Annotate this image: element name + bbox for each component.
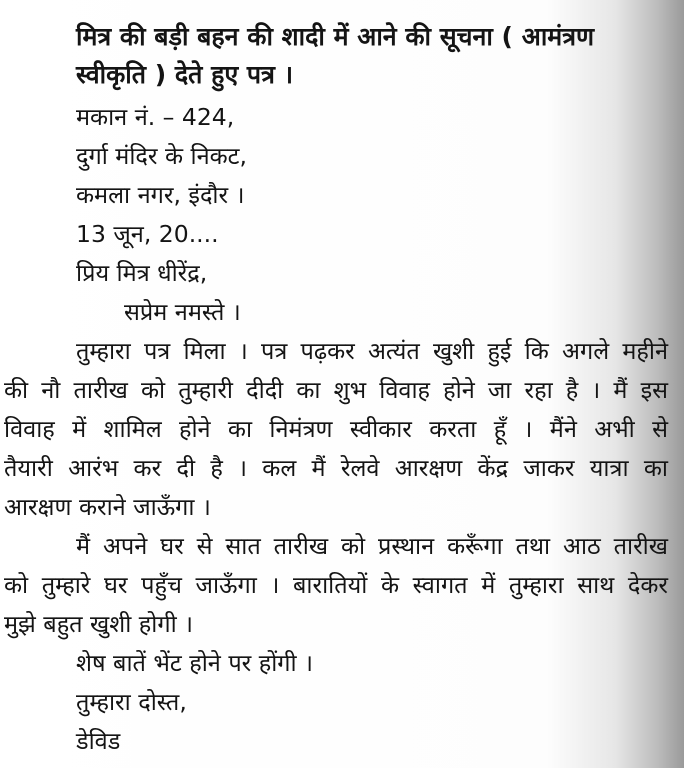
paragraph-line: को तुम्हारे घर पहुँच जाऊँगा । बारातियों के स्वागत में तुम्हारा साथ देकर <box>4 571 668 599</box>
salutation: प्रिय मित्र धीरेंद्र, <box>76 259 208 287</box>
greeting: सप्रेम नमस्ते । <box>124 298 241 326</box>
paragraph-line: तैयारी आरंभ कर दी है । कल मैं रेलवे आरक्षण केंद्र जाकर यात्रा का <box>4 454 668 482</box>
paragraph-line: विवाह में शामिल होने का निमंत्रण स्वीकार करता हूँ । मैंने अभी से <box>4 415 668 443</box>
signoff: तुम्हारा दोस्त, <box>76 688 187 716</box>
signature: डेविड <box>76 727 121 755</box>
paragraph-line: आरक्षण कराने जाऊँगा । <box>4 493 211 521</box>
address-line: मकान नं. – 424, <box>76 103 235 131</box>
paragraph-line: की नौ तारीख को तुम्हारी दीदी का शुभ विवाह होने जा रहा है । मैं इस <box>4 376 668 404</box>
letter-title: मित्र की बड़ी बहन की शादी में आने की सूचना ( आमंत्रण स्वीकृति ) देते हुए पत्र । <box>76 22 595 89</box>
closing-line: शेष बातें भेंट होने पर होंगी । <box>76 649 314 677</box>
paragraph-line: मैं अपने घर से सात तारीख को प्रस्थान करूँगा तथा आठ तारीख <box>76 532 668 560</box>
letter-date: 13 जून, 20.... <box>76 220 219 248</box>
address-line: दुर्गा मंदिर के निकट, <box>76 142 247 170</box>
paragraph-line: तुम्हारा पत्र मिला । पत्र पढ़कर अत्यंत खुशी हुई कि अगले महीने <box>76 337 668 365</box>
paragraph-line: मुझे बहुत खुशी होगी । <box>4 610 194 638</box>
address-line: कमला नगर, इंदौर । <box>76 181 245 209</box>
